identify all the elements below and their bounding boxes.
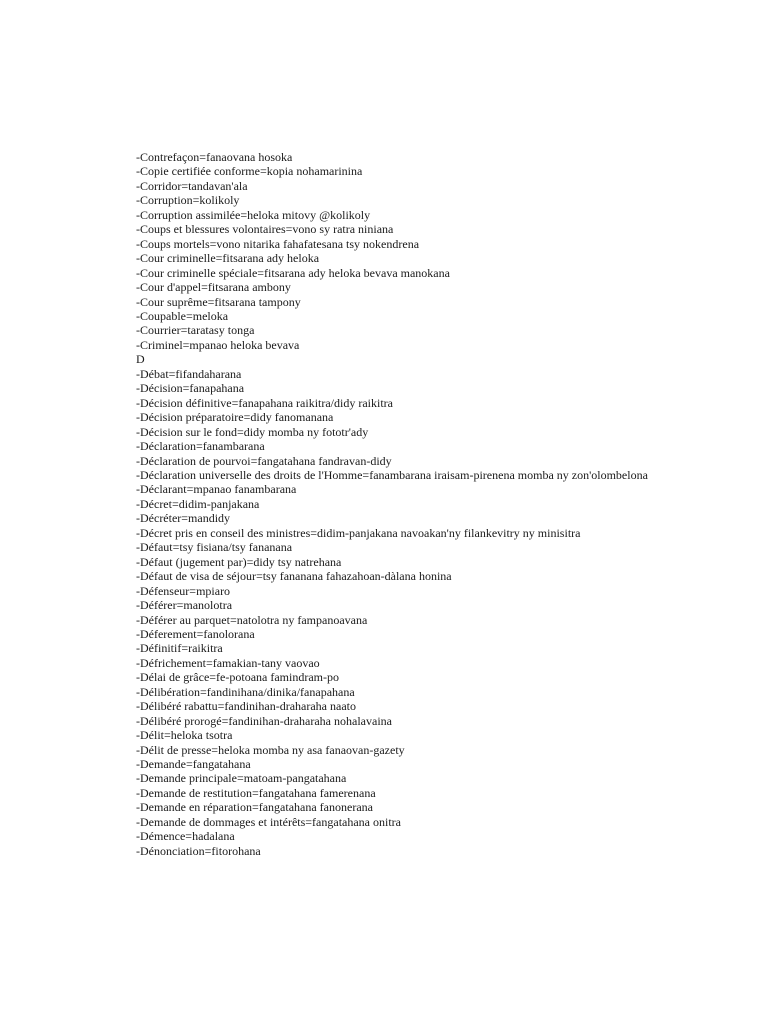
glossary-entry: -Demande=fangatahana xyxy=(136,757,251,772)
glossary-entry: -Coups et blessures volontaires=vono sy ratra niniana xyxy=(136,222,394,237)
glossary-entry: -Demande principale=matoam-pangatahana xyxy=(136,771,347,786)
glossary-entry: -Défaut (jugement par)=didy tsy natrehana xyxy=(136,554,342,569)
glossary-entry: -Demande en réparation=fangatahana fanonerana xyxy=(136,800,373,815)
glossary-entry: -Défenseur=mpiaro xyxy=(136,583,231,598)
glossary-entry: -Déclaration universelle des droits de l'Homme=fanambarana iraisam-pirenena momba ny zon'olombelona xyxy=(136,467,648,482)
glossary-entry: -Délibéré rabattu=fandinihan-draharaha naato xyxy=(136,699,356,714)
glossary-entry: -Définitif=raikitra xyxy=(136,641,223,656)
glossary-entry: -Défaut de visa de séjour=tsy fananana fahazahoan-dàlana honina xyxy=(136,569,452,584)
glossary-entry: -Déferement=fanolorana xyxy=(136,626,255,641)
glossary-entry: -Coupable=meloka xyxy=(136,308,229,323)
glossary-entry: -Déférer au parquet=natolotra ny fampanoavana xyxy=(136,612,368,627)
glossary-entry: -Déclaration=fanambarana xyxy=(136,439,265,454)
glossary-entry: -Délibéré prorogé=fandinihan-draharaha nohalavaina xyxy=(136,713,392,728)
glossary-entry: D xyxy=(136,352,145,367)
glossary-entry: -Dénonciation=fitorohana xyxy=(136,843,261,858)
glossary-entry: -Décréter=mandidy xyxy=(136,511,231,526)
glossary-entry: -Corruption assimilée=heloka mitovy @kolikoly xyxy=(136,207,371,222)
glossary-entry: -Délai de grâce=fe-potoana famindram-po xyxy=(136,670,339,685)
glossary-entry: -Contrefaçon=fanaovana hosoka xyxy=(136,150,293,164)
glossary-entry: -Coups mortels=vono nitarika fahafatesana tsy nokendrena xyxy=(136,236,420,251)
glossary-entry: -Délit de presse=heloka momba ny asa fanaovan-gazety xyxy=(136,742,405,757)
glossary-entry: -Démence=hadalana xyxy=(136,829,235,844)
glossary-entry: -Cour suprême=fitsarana tampony xyxy=(136,294,301,309)
glossary-entry: -Copie certifiée conforme=kopia nohamarinina xyxy=(136,164,363,179)
glossary-entry: -Cour criminelle spéciale=fitsarana ady heloka bevava manokana xyxy=(136,265,450,280)
glossary-entry: -Décision=fanapahana xyxy=(136,381,245,396)
glossary-entry: -Déclarant=mpanao fanambarana xyxy=(136,482,297,497)
glossary-entry: -Débat=fifandaharana xyxy=(136,366,242,381)
glossary-entry: -Délibération=fandinihana/dinika/fanapahana xyxy=(136,684,355,699)
glossary-entry: -Cour criminelle=fitsarana ady heloka xyxy=(136,251,320,266)
glossary-entry: -Déclaration de pourvoi=fangatahana fandravan-didy xyxy=(136,453,392,468)
glossary-entry: -Corridor=tandavan'ala xyxy=(136,178,248,193)
glossary-entry: -Défaut=tsy fisiana/tsy fananana xyxy=(136,540,293,555)
glossary-entry: -Décret=didim-panjakana xyxy=(136,496,260,511)
glossary-entry: -Demande de dommages et intérêts=fangatahana onitra xyxy=(136,814,401,829)
glossary-entry: -Demande de restitution=fangatahana famerenana xyxy=(136,785,376,800)
glossary-list xyxy=(136,150,696,858)
glossary-entry: -Défrichement=famakian-tany vaovao xyxy=(136,655,320,670)
glossary-entry: -Déférer=manolotra xyxy=(136,598,233,613)
glossary-entry: -Délit=heloka tsotra xyxy=(136,728,233,743)
glossary-entry: -Cour d'appel=fitsarana ambony xyxy=(136,280,291,295)
glossary-entry: -Courrier=taratasy tonga xyxy=(136,323,255,338)
glossary-entry: -Décision sur le fond=didy momba ny fototr'ady xyxy=(136,424,369,439)
glossary-entry: -Décision définitive=fanapahana raikitra/didy raikitra xyxy=(136,395,393,410)
glossary-entry: -Décret pris en conseil des ministres=didim-panjakana navoakan'ny filankevitry ny minisitra xyxy=(136,525,581,540)
glossary-entry: -Criminel=mpanao heloka bevava xyxy=(136,337,300,352)
glossary-entry: -Décision préparatoire=didy fanomanana xyxy=(136,410,334,425)
glossary-entry: -Corruption=kolikoly xyxy=(136,193,240,208)
